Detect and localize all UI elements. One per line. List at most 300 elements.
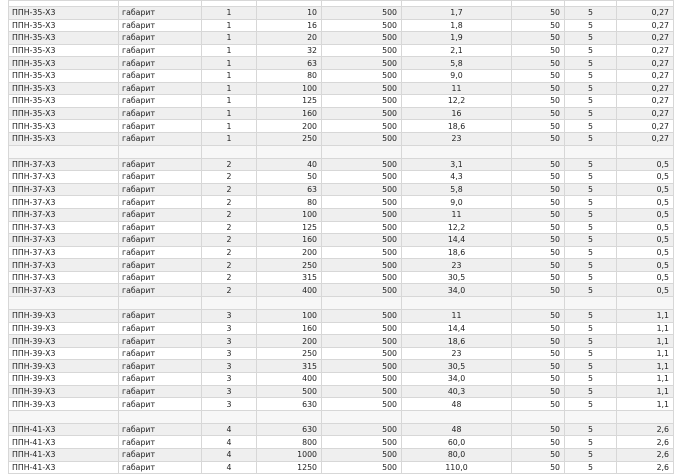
- table-row: [9, 271, 674, 284]
- value-cell: 14,4: [402, 322, 512, 335]
- value-cell: 60,0: [402, 436, 512, 449]
- value2-cell: 50: [512, 208, 565, 221]
- value3-cell: 5: [565, 234, 617, 247]
- value-cell: 18,6: [402, 335, 512, 348]
- separator-cell: [202, 145, 257, 158]
- value2-cell: 50: [512, 398, 565, 411]
- size-cell: габарит: [119, 158, 202, 171]
- table-row: [9, 284, 674, 297]
- dimension-cell: 1: [202, 107, 257, 120]
- dimension-cell: 3: [202, 398, 257, 411]
- size-cell: габарит: [119, 7, 202, 20]
- weight-cell: 0,5: [617, 196, 674, 209]
- table-row: [9, 449, 674, 462]
- value-cell: 23: [402, 132, 512, 145]
- value-cell: 9,0: [402, 196, 512, 209]
- table-row: [9, 132, 674, 145]
- size-cell: габарит: [119, 57, 202, 70]
- current-cell: 80: [257, 196, 322, 209]
- size-cell: габарит: [119, 69, 202, 82]
- dimension-cell: 1: [202, 132, 257, 145]
- size-cell: габарит: [119, 95, 202, 108]
- weight-cell: 1,1: [617, 385, 674, 398]
- size-cell: габарит: [119, 196, 202, 209]
- separator-cell: [512, 410, 565, 423]
- value2-cell: 50: [512, 449, 565, 462]
- dimension-cell: 3: [202, 335, 257, 348]
- current-cell: 250: [257, 132, 322, 145]
- value2-cell: 50: [512, 183, 565, 196]
- value2-cell: 50: [512, 95, 565, 108]
- dimension-cell: 3: [202, 373, 257, 386]
- dimension-cell: 3: [202, 385, 257, 398]
- value3-cell: 5: [565, 208, 617, 221]
- separator-cell: [402, 297, 512, 310]
- voltage-cell: 500: [322, 271, 402, 284]
- value2-cell: 50: [512, 436, 565, 449]
- current-cell: 100: [257, 208, 322, 221]
- fuse-spec-table: [8, 0, 674, 474]
- size-cell: габарит: [119, 183, 202, 196]
- model-cell: ППН-37-Х3: [9, 183, 119, 196]
- dimension-cell: 2: [202, 196, 257, 209]
- weight-cell: 0,5: [617, 208, 674, 221]
- value3-cell: 5: [565, 259, 617, 272]
- current-cell: 10: [257, 7, 322, 20]
- weight-cell: 1,1: [617, 398, 674, 411]
- value2-cell: 50: [512, 196, 565, 209]
- model-cell: ППН-39-Х3: [9, 347, 119, 360]
- model-cell: ППН-41-Х3: [9, 449, 119, 462]
- dimension-cell: 2: [202, 183, 257, 196]
- value-cell: 23: [402, 347, 512, 360]
- table-row: [9, 310, 674, 323]
- model-cell: ППН-37-Х3: [9, 196, 119, 209]
- model-cell: ППН-35-Х3: [9, 44, 119, 57]
- value3-cell: 5: [565, 132, 617, 145]
- value-cell: 2,1: [402, 44, 512, 57]
- value-cell: 30,5: [402, 271, 512, 284]
- table-row: [9, 183, 674, 196]
- current-cell: 125: [257, 95, 322, 108]
- current-cell: 125: [257, 221, 322, 234]
- value3-cell: 5: [565, 461, 617, 474]
- model-cell: ППН-35-Х3: [9, 107, 119, 120]
- weight-cell: 0,27: [617, 82, 674, 95]
- model-cell: ППН-39-Х3: [9, 335, 119, 348]
- current-cell: 80: [257, 69, 322, 82]
- dimension-cell: 2: [202, 284, 257, 297]
- value3-cell: 5: [565, 322, 617, 335]
- value3-cell: 5: [565, 385, 617, 398]
- current-cell: 800: [257, 436, 322, 449]
- separator-cell: [617, 145, 674, 158]
- size-cell: габарит: [119, 82, 202, 95]
- voltage-cell: 500: [322, 221, 402, 234]
- table-row: [9, 107, 674, 120]
- voltage-cell: 500: [322, 234, 402, 247]
- dimension-cell: 1: [202, 57, 257, 70]
- separator-cell: [202, 297, 257, 310]
- value-cell: 48: [402, 423, 512, 436]
- value2-cell: 50: [512, 360, 565, 373]
- voltage-cell: 500: [322, 246, 402, 259]
- value-cell: 40,3: [402, 385, 512, 398]
- value2-cell: 50: [512, 171, 565, 184]
- dimension-cell: 4: [202, 449, 257, 462]
- separator-cell: [322, 410, 402, 423]
- value2-cell: 50: [512, 373, 565, 386]
- value-cell: 34,0: [402, 284, 512, 297]
- value-cell: 5,8: [402, 183, 512, 196]
- weight-cell: 0,27: [617, 32, 674, 45]
- weight-cell: 0,27: [617, 19, 674, 32]
- value2-cell: 50: [512, 132, 565, 145]
- value3-cell: 5: [565, 310, 617, 323]
- current-cell: 32: [257, 44, 322, 57]
- table-row: [9, 234, 674, 247]
- size-cell: габарит: [119, 19, 202, 32]
- value-cell: 4,3: [402, 171, 512, 184]
- current-cell: 1000: [257, 449, 322, 462]
- value2-cell: 50: [512, 32, 565, 45]
- separator-cell: [322, 145, 402, 158]
- weight-cell: 0,27: [617, 44, 674, 57]
- dimension-cell: 2: [202, 259, 257, 272]
- dimension-cell: 2: [202, 158, 257, 171]
- weight-cell: 0,5: [617, 158, 674, 171]
- value3-cell: 5: [565, 246, 617, 259]
- table-row: [9, 120, 674, 133]
- separator-cell: [9, 145, 119, 158]
- separator-cell: [257, 297, 322, 310]
- value2-cell: 50: [512, 107, 565, 120]
- value-cell: 12,2: [402, 221, 512, 234]
- value3-cell: 5: [565, 436, 617, 449]
- dimension-cell: 1: [202, 69, 257, 82]
- model-cell: ППН-35-Х3: [9, 82, 119, 95]
- value3-cell: 5: [565, 373, 617, 386]
- model-cell: ППН-35-Х3: [9, 69, 119, 82]
- dimension-cell: 1: [202, 120, 257, 133]
- model-cell: ППН-39-Х3: [9, 322, 119, 335]
- weight-cell: 0,5: [617, 221, 674, 234]
- model-cell: ППН-37-Х3: [9, 271, 119, 284]
- value3-cell: 5: [565, 44, 617, 57]
- table-row: [9, 82, 674, 95]
- voltage-cell: 500: [322, 44, 402, 57]
- value2-cell: 50: [512, 284, 565, 297]
- current-cell: 250: [257, 347, 322, 360]
- value2-cell: 50: [512, 19, 565, 32]
- dimension-cell: 1: [202, 44, 257, 57]
- weight-cell: 1,1: [617, 310, 674, 323]
- value2-cell: 50: [512, 347, 565, 360]
- table-row: [9, 57, 674, 70]
- value3-cell: 5: [565, 196, 617, 209]
- value-cell: 48: [402, 398, 512, 411]
- size-cell: габарит: [119, 347, 202, 360]
- value-cell: 11: [402, 82, 512, 95]
- value3-cell: 5: [565, 335, 617, 348]
- separator-cell: [512, 145, 565, 158]
- current-cell: 63: [257, 57, 322, 70]
- size-cell: габарит: [119, 234, 202, 247]
- voltage-cell: 500: [322, 208, 402, 221]
- value2-cell: 50: [512, 423, 565, 436]
- value-cell: 16: [402, 107, 512, 120]
- table-row: [9, 221, 674, 234]
- size-cell: габарит: [119, 132, 202, 145]
- value-cell: 9,0: [402, 69, 512, 82]
- size-cell: габарит: [119, 271, 202, 284]
- weight-cell: 0,5: [617, 183, 674, 196]
- model-cell: ППН-41-Х3: [9, 436, 119, 449]
- value3-cell: 5: [565, 120, 617, 133]
- weight-cell: 0,27: [617, 69, 674, 82]
- size-cell: габарит: [119, 208, 202, 221]
- current-cell: 63: [257, 183, 322, 196]
- value-cell: 1,7: [402, 7, 512, 20]
- value3-cell: 5: [565, 183, 617, 196]
- value-cell: 34,0: [402, 373, 512, 386]
- voltage-cell: 500: [322, 322, 402, 335]
- weight-cell: 0,27: [617, 7, 674, 20]
- current-cell: 500: [257, 385, 322, 398]
- separator-cell: [617, 410, 674, 423]
- size-cell: габарит: [119, 32, 202, 45]
- model-cell: ППН-39-Х3: [9, 373, 119, 386]
- table-row: [9, 171, 674, 184]
- voltage-cell: 500: [322, 436, 402, 449]
- voltage-cell: 500: [322, 373, 402, 386]
- value-cell: 18,6: [402, 120, 512, 133]
- dimension-cell: 4: [202, 461, 257, 474]
- dimension-cell: 2: [202, 208, 257, 221]
- table-row: [9, 158, 674, 171]
- weight-cell: 2,6: [617, 423, 674, 436]
- table-body: [9, 1, 674, 474]
- separator-cell: [565, 297, 617, 310]
- current-cell: 16: [257, 19, 322, 32]
- table-row: [9, 44, 674, 57]
- model-cell: ППН-37-Х3: [9, 158, 119, 171]
- voltage-cell: 500: [322, 461, 402, 474]
- separator-cell: [119, 410, 202, 423]
- model-cell: ППН-37-Х3: [9, 259, 119, 272]
- voltage-cell: 500: [322, 32, 402, 45]
- table-row: [9, 461, 674, 474]
- weight-cell: 1,1: [617, 360, 674, 373]
- voltage-cell: 500: [322, 95, 402, 108]
- table-row: [9, 322, 674, 335]
- model-cell: ППН-35-Х3: [9, 57, 119, 70]
- table-row: [9, 196, 674, 209]
- value3-cell: 5: [565, 69, 617, 82]
- table-row: [9, 360, 674, 373]
- current-cell: 315: [257, 271, 322, 284]
- current-cell: 200: [257, 246, 322, 259]
- dimension-cell: 1: [202, 7, 257, 20]
- voltage-cell: 500: [322, 19, 402, 32]
- weight-cell: 0,5: [617, 259, 674, 272]
- value-cell: 18,6: [402, 246, 512, 259]
- current-cell: 315: [257, 360, 322, 373]
- separator-cell: [202, 410, 257, 423]
- separator-cell: [565, 410, 617, 423]
- value2-cell: 50: [512, 221, 565, 234]
- voltage-cell: 500: [322, 82, 402, 95]
- value2-cell: 50: [512, 44, 565, 57]
- current-cell: 250: [257, 259, 322, 272]
- table-row: [9, 246, 674, 259]
- value3-cell: 5: [565, 398, 617, 411]
- model-cell: ППН-35-Х3: [9, 7, 119, 20]
- value3-cell: 5: [565, 271, 617, 284]
- size-cell: габарит: [119, 373, 202, 386]
- weight-cell: 1,1: [617, 322, 674, 335]
- model-cell: ППН-37-Х3: [9, 246, 119, 259]
- current-cell: 400: [257, 284, 322, 297]
- current-cell: 160: [257, 322, 322, 335]
- size-cell: габарит: [119, 360, 202, 373]
- current-cell: 160: [257, 234, 322, 247]
- model-cell: ППН-41-Х3: [9, 423, 119, 436]
- value-cell: 30,5: [402, 360, 512, 373]
- voltage-cell: 500: [322, 259, 402, 272]
- value2-cell: 50: [512, 69, 565, 82]
- weight-cell: 0,5: [617, 271, 674, 284]
- table-row: [9, 259, 674, 272]
- size-cell: габарит: [119, 284, 202, 297]
- value3-cell: 5: [565, 158, 617, 171]
- size-cell: габарит: [119, 259, 202, 272]
- model-cell: ППН-35-Х3: [9, 32, 119, 45]
- voltage-cell: 500: [322, 57, 402, 70]
- value2-cell: 50: [512, 57, 565, 70]
- value3-cell: 5: [565, 57, 617, 70]
- dimension-cell: 3: [202, 310, 257, 323]
- weight-cell: 0,27: [617, 57, 674, 70]
- table-row: [9, 208, 674, 221]
- weight-cell: 2,6: [617, 449, 674, 462]
- dimension-cell: 1: [202, 95, 257, 108]
- dimension-cell: 3: [202, 322, 257, 335]
- voltage-cell: 500: [322, 196, 402, 209]
- voltage-cell: 500: [322, 132, 402, 145]
- value-cell: 14,4: [402, 234, 512, 247]
- value2-cell: 50: [512, 120, 565, 133]
- separator-cell: [119, 145, 202, 158]
- model-cell: ППН-37-Х3: [9, 171, 119, 184]
- weight-cell: 0,5: [617, 234, 674, 247]
- dimension-cell: 2: [202, 234, 257, 247]
- size-cell: габарит: [119, 246, 202, 259]
- weight-cell: 1,1: [617, 373, 674, 386]
- weight-cell: 1,1: [617, 335, 674, 348]
- separator-cell: [617, 297, 674, 310]
- model-cell: ППН-37-Х3: [9, 221, 119, 234]
- separator-cell: [322, 297, 402, 310]
- spec-table-container: [8, 0, 676, 474]
- value-cell: 1,8: [402, 19, 512, 32]
- table-row: [9, 436, 674, 449]
- dimension-cell: 2: [202, 271, 257, 284]
- separator-cell: [565, 145, 617, 158]
- voltage-cell: 500: [322, 69, 402, 82]
- model-cell: ППН-35-Х3: [9, 120, 119, 133]
- current-cell: 20: [257, 32, 322, 45]
- voltage-cell: 500: [322, 398, 402, 411]
- current-cell: 630: [257, 423, 322, 436]
- size-cell: габарит: [119, 322, 202, 335]
- dimension-cell: 1: [202, 82, 257, 95]
- separator-cell: [402, 145, 512, 158]
- value-cell: 12,2: [402, 95, 512, 108]
- value2-cell: 50: [512, 335, 565, 348]
- table-row: [9, 19, 674, 32]
- value3-cell: 5: [565, 107, 617, 120]
- value3-cell: 5: [565, 95, 617, 108]
- table-row: [9, 69, 674, 82]
- value-cell: 11: [402, 310, 512, 323]
- table-row: [9, 385, 674, 398]
- table-row: [9, 32, 674, 45]
- model-cell: ППН-39-Х3: [9, 360, 119, 373]
- size-cell: габарит: [119, 423, 202, 436]
- table-row: [9, 373, 674, 386]
- voltage-cell: 500: [322, 158, 402, 171]
- weight-cell: 1,1: [617, 347, 674, 360]
- size-cell: габарит: [119, 398, 202, 411]
- value3-cell: 5: [565, 19, 617, 32]
- value3-cell: 5: [565, 449, 617, 462]
- value-cell: 23: [402, 259, 512, 272]
- value3-cell: 5: [565, 423, 617, 436]
- model-cell: ППН-39-Х3: [9, 310, 119, 323]
- value3-cell: 5: [565, 171, 617, 184]
- model-cell: ППН-37-Х3: [9, 234, 119, 247]
- value-cell: 5,8: [402, 57, 512, 70]
- dimension-cell: 4: [202, 436, 257, 449]
- current-cell: 200: [257, 335, 322, 348]
- dimension-cell: 2: [202, 171, 257, 184]
- value-cell: 110,0: [402, 461, 512, 474]
- separator-cell: [512, 297, 565, 310]
- weight-cell: 0,27: [617, 120, 674, 133]
- separator-cell: [119, 297, 202, 310]
- voltage-cell: 500: [322, 171, 402, 184]
- current-cell: 630: [257, 398, 322, 411]
- weight-cell: 0,27: [617, 95, 674, 108]
- separator-cell: [257, 410, 322, 423]
- table-row: [9, 398, 674, 411]
- voltage-cell: 500: [322, 107, 402, 120]
- voltage-cell: 500: [322, 7, 402, 20]
- table-row: [9, 7, 674, 20]
- current-cell: 40: [257, 158, 322, 171]
- value2-cell: 50: [512, 82, 565, 95]
- weight-cell: 0,5: [617, 171, 674, 184]
- size-cell: габарит: [119, 120, 202, 133]
- value2-cell: 50: [512, 158, 565, 171]
- voltage-cell: 500: [322, 360, 402, 373]
- table-row: [9, 335, 674, 348]
- weight-cell: 2,6: [617, 436, 674, 449]
- model-cell: ППН-35-Х3: [9, 19, 119, 32]
- group-separator-row: [9, 297, 674, 310]
- size-cell: габарит: [119, 171, 202, 184]
